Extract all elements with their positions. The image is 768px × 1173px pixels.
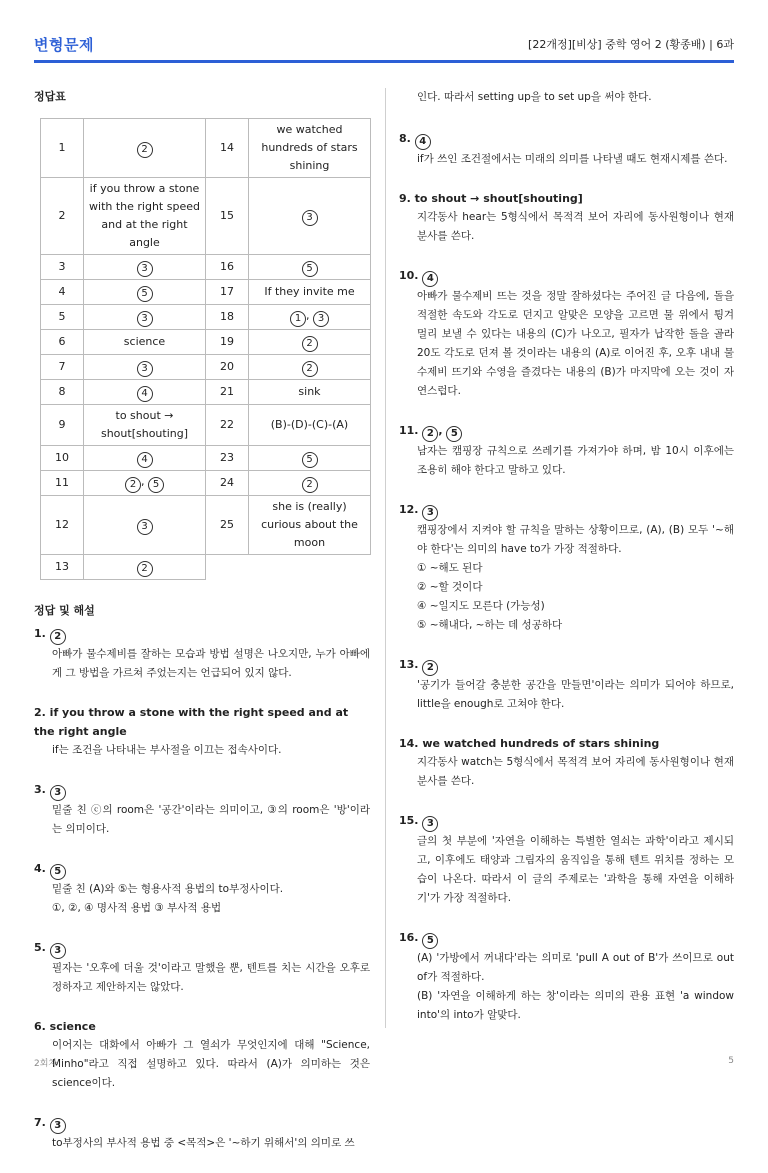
circled-answer (50, 627, 66, 640)
explanation-item (34, 624, 370, 683)
question-number: 19 (206, 330, 249, 355)
explanation-line: 아빠가 물수제비를 잘하는 모습과 방법 설명은 나오지만, 누가 아빠에게 그 방법을 가르쳐 주었는지는 언급되어 있지 않다. (52, 648, 370, 679)
circled-number: 3 (422, 505, 438, 521)
answer-cell (249, 471, 371, 496)
explanation-item (399, 734, 734, 791)
explanation-text (399, 676, 734, 714)
explanation-answer: 2. if you throw a stone with the right speed and at the right angle (34, 706, 349, 738)
circled-answer (137, 559, 153, 572)
table-row (41, 380, 371, 405)
circled-number: 5 (302, 452, 318, 468)
explanation-answer: 15. 3 (399, 811, 734, 832)
circled-number: 4 (422, 271, 438, 287)
answer-cell (84, 446, 206, 471)
table-row (41, 330, 371, 355)
answer-cell: to shout → shout[shouting] (84, 405, 206, 446)
question-number: 4 (41, 280, 84, 305)
explanation-item (399, 266, 734, 401)
circled-number: 5 (137, 286, 153, 302)
circled-answer (422, 814, 438, 827)
right-explanations (399, 129, 734, 1025)
explanation-answer: 5. 3 (34, 938, 370, 959)
question-number: 11 (41, 471, 84, 496)
table-row (41, 280, 371, 305)
answer-cell (84, 471, 206, 496)
table-row (41, 305, 371, 330)
header-meta: [22개정][비상] 중학 영어 2 (황종배) | 6과 (528, 38, 734, 51)
question-number: 6 (41, 330, 84, 355)
answer-cell: if you throw a stone with the right speed and at the right angle (84, 178, 206, 255)
explanation-text (399, 208, 734, 246)
explanation-line: 이어지는 대화에서 아빠가 그 열쇠가 무엇인지에 대해 "Science, Minho"라고 직접 설명하고 있다. 따라서 (A)가 의미하는 것은 science이다. (52, 1039, 370, 1089)
circled-answer (137, 284, 153, 297)
answer-cell (249, 178, 371, 255)
explanation-item (399, 129, 734, 169)
circled-answer (137, 309, 153, 322)
circled-number: 2 (137, 561, 153, 577)
explanation-line: if는 조건을 나타내는 부사절을 이끄는 접속사이다. (52, 744, 282, 756)
page-header (34, 30, 734, 60)
explanation-line: ①, ②, ④ 명사적 용법 ③ 부사적 용법 (52, 902, 222, 914)
explanation-item (34, 859, 370, 918)
question-number: 14 (206, 119, 249, 178)
explanation-line: ① ~해도 된다 (417, 562, 483, 574)
answer-cell: science (84, 330, 206, 355)
continuation-text: 인다. 따라서 setting up을 to set up을 써야 한다. (417, 91, 652, 103)
footer-session: 2회차 (34, 1059, 58, 1069)
circled-number: 1 (290, 311, 306, 327)
circled-number: 4 (415, 134, 431, 150)
explanation-item (399, 811, 734, 908)
explanation-answer: 16. 5 (399, 928, 734, 949)
answer-cell (84, 255, 206, 280)
answer-cell: (B)-(D)-(C)-(A) (249, 405, 371, 446)
answer-cell (84, 496, 206, 555)
circled-number: 5 (422, 933, 438, 949)
explanation-line: 지각동사 watch는 5형식에서 목적격 보어 자리에 동사원형이나 현재분사를 쓴다. (417, 756, 734, 787)
circled-answer (302, 208, 318, 221)
question-number: 2 (41, 178, 84, 255)
explanation-line: ⑤ ~해내다, ~하는 데 성공하다 (417, 619, 563, 631)
question-number: 7 (41, 355, 84, 380)
question-number: 5 (41, 305, 84, 330)
explanation-answer: 8. 4 (399, 129, 734, 150)
answer-cell (84, 380, 206, 405)
table-row (41, 555, 371, 580)
explanation-item (34, 780, 370, 839)
question-number: 1 (41, 119, 84, 178)
explanation-line: 캠핑장에서 지켜야 할 규칙을 말하는 상황이므로, (A), (B) 모두 '~해야 한다'는 의미의 have to가 가장 적절하다. (417, 524, 734, 555)
explanation-line: 지각동사 hear는 5형식에서 목적격 보어 자리에 동사원형이나 현재분사를 쓴다. (417, 211, 734, 242)
explanation-item (34, 1017, 370, 1093)
circled-number: 2 (302, 336, 318, 352)
explanation-line: (B) '자연을 이해하게 하는 창'이라는 의미의 관용 표현 'a window into'의 into가 알맞다. (417, 990, 734, 1021)
circled-number: 3 (137, 311, 153, 327)
explanation-item (34, 938, 370, 997)
table-row (41, 446, 371, 471)
explanation-text (34, 1036, 370, 1093)
question-number: 22 (206, 405, 249, 446)
answer-cell (249, 305, 371, 330)
circled-answer (302, 334, 318, 347)
circled-answer (422, 269, 438, 282)
right-column (399, 88, 734, 1045)
circled-number: 3 (50, 785, 66, 801)
explanation-line: (A) '가방에서 꺼내다'라는 의미로 'pull A out of B'가 쓰이므로 out of가 적절하다. (417, 952, 734, 983)
question-number: 17 (206, 280, 249, 305)
answer-cell (84, 119, 206, 178)
circled-number: 4 (137, 386, 153, 402)
explanation-text (399, 832, 734, 908)
circled-number: 2 (302, 361, 318, 377)
explanation-answer: 14. we watched hundreds of stars shining (399, 737, 660, 750)
circled-answer (302, 359, 318, 372)
circled-answer (422, 931, 438, 944)
question-number: 15 (206, 178, 249, 255)
explanation-text (34, 741, 370, 760)
explanation-answer: 10. 4 (399, 266, 734, 287)
question-number: 24 (206, 471, 249, 496)
answer-cell (249, 446, 371, 471)
explanation-line: ④ ~일지도 모른다 (가능성) (417, 600, 545, 612)
circled-answer: 2 , 5 (422, 424, 462, 437)
explanation-line: 밑줄 친 ⓒ의 room은 '공간'이라는 의미이고, ③의 room은 '방'이라는 의미이다. (52, 804, 370, 835)
answer-table (40, 118, 371, 580)
circled-answer (50, 941, 66, 954)
circled-number: 5 (50, 864, 66, 880)
circled-number: 5 (446, 426, 462, 442)
table-row (41, 471, 371, 496)
circled-number: 2 (302, 477, 318, 493)
brand-title: 변형문제 (34, 36, 94, 54)
explanation-line: ② ~할 것이다 (417, 581, 483, 593)
circled-number: 2 (50, 629, 66, 645)
question-number: 20 (206, 355, 249, 380)
circled-answer: 2 , 5 (125, 475, 164, 488)
question-number: 18 (206, 305, 249, 330)
explanation-answer: 1. 2 (34, 624, 370, 645)
explanation-answer: 13. 2 (399, 655, 734, 676)
circled-number: 3 (137, 361, 153, 377)
circled-number: 4 (137, 452, 153, 468)
question-number: 10 (41, 446, 84, 471)
explanation-text (399, 287, 734, 401)
answer-cell: we watched hundreds of stars shining (249, 119, 371, 178)
explanation-line: 필자는 '오후에 더울 것'이라고 말했을 뿐, 텐트를 치는 시간을 오후로 정하자고 제안하지는 않았다. (52, 962, 370, 993)
circled-answer (137, 359, 153, 372)
explanation-answer: 6. science (34, 1020, 96, 1033)
circled-answer (302, 259, 318, 272)
explanation-item (34, 1113, 370, 1153)
explanation-item (34, 703, 370, 760)
left-column (34, 88, 370, 1173)
explanation-answer: 3. 3 (34, 780, 370, 801)
table-row (41, 119, 371, 178)
left-explanations (34, 624, 370, 1153)
question-number: 23 (206, 446, 249, 471)
answer-cell (249, 355, 371, 380)
explanation-text (34, 1134, 370, 1153)
explanation-item (399, 655, 734, 714)
explanation-line: 글의 첫 부분에 '자연을 이해하는 특별한 열쇠는 과학'이라고 제시되고, 이후에도 태양과 그림자의 움직임을 통해 텐트 위치를 정하는 모습이 나온다. 따라서 이 글의 주제로는 '과학을 통해 자연을 이해하기'가 가장 적절하다. (417, 835, 734, 904)
circled-answer (422, 503, 438, 516)
explanation-answer: 11. 2 , 5 (399, 421, 734, 442)
circled-number: 2 (422, 660, 438, 676)
circled-number: 5 (148, 477, 164, 493)
explanation-answer: 4. 5 (34, 859, 370, 880)
circled-answer (137, 450, 153, 463)
explanation-text (399, 442, 734, 480)
answer-cell (84, 355, 206, 380)
circled-answer (302, 475, 318, 488)
answer-cell: If they invite me (249, 280, 371, 305)
explanations-title: 정답 및 해설 (34, 604, 95, 617)
circled-number: 3 (422, 816, 438, 832)
explanation-answer: 12. 3 (399, 500, 734, 521)
explanation-text (399, 521, 734, 635)
circled-number: 2 (137, 142, 153, 158)
empty-cell (206, 555, 249, 580)
answer-cell (249, 330, 371, 355)
circled-answer (50, 1116, 66, 1129)
circled-number: 2 (422, 426, 438, 442)
explanation-line: 아빠가 물수제비 뜨는 것을 정말 잘하셨다는 주어진 글 다음에, 돌을 적절한 속도와 각도로 던지고 알맞은 모양을 고르면 물 위에서 튕겨 멀리 보낼 수 있다는 내용의 (C)가 나오고, 필자가 납작한 돌을 골라 20도 각도로 던져 볼 것이라는 내용의 (A)로 이어진 후, 오후 내내 물수제비 뜨기와 수영을 즐겼다는 내용의 (B)가 마지막에 오는 것이 자연스럽다. (417, 290, 734, 397)
empty-cell (249, 555, 371, 580)
table-row (41, 496, 371, 555)
circled-answer (137, 259, 153, 272)
circled-answer (50, 783, 66, 796)
explanation-item (399, 421, 734, 480)
explanation-line: 밑줄 친 (A)와 ⑤는 형용사적 용법의 to부정사이다. (52, 883, 284, 895)
explanation-item (399, 189, 734, 246)
circled-answer (137, 384, 153, 397)
explanation-text (34, 645, 370, 683)
circled-answer: 1 , 3 (290, 309, 329, 322)
answer-cell (84, 280, 206, 305)
table-row (41, 355, 371, 380)
explanation-line: '공기가 들어갈 충분한 공간을 만들면'이라는 의미가 되어야 하므로, little을 enough로 고쳐야 한다. (417, 679, 734, 710)
question-number: 25 (206, 496, 249, 555)
answer-cell: she is (really) curious about the moon (249, 496, 371, 555)
circled-number: 3 (50, 943, 66, 959)
circled-answer (137, 140, 153, 153)
explanation-line: if가 쓰인 조건절에서는 미래의 의미를 나타낼 때도 현재시제를 쓴다. (417, 153, 728, 165)
column-divider (385, 88, 386, 1028)
question-number: 3 (41, 255, 84, 280)
explanation-line: to부정사의 부사적 용법 중 <목적>은 '~하기 위해서'의 의미로 쓰 (52, 1137, 355, 1149)
circled-answer (422, 658, 438, 671)
circled-answer (302, 450, 318, 463)
answer-table-title: 정답표 (34, 90, 66, 103)
circled-answer (50, 862, 66, 875)
circled-number: 5 (302, 261, 318, 277)
explanation-text (399, 753, 734, 791)
explanation-text (34, 801, 370, 839)
explanation-item (399, 928, 734, 1025)
circled-answer (137, 517, 153, 530)
explanation-answer: 9. to shout → shout[shouting] (399, 192, 583, 205)
explanation-text (399, 150, 734, 169)
question-number: 8 (41, 380, 84, 405)
answer-cell (249, 255, 371, 280)
question-number: 12 (41, 496, 84, 555)
explanation-text (34, 959, 370, 997)
circled-answer (415, 132, 431, 145)
table-row (41, 255, 371, 280)
question-number: 16 (206, 255, 249, 280)
explanation-answer: 7. 3 (34, 1113, 370, 1134)
table-row (41, 405, 371, 446)
table-row (41, 178, 371, 255)
circled-number: 3 (137, 261, 153, 277)
explanation-text (34, 880, 370, 918)
answer-cell: sink (249, 380, 371, 405)
explanation-text (399, 949, 734, 1025)
footer-page-number: 5 (728, 1056, 734, 1066)
question-number: 21 (206, 380, 249, 405)
circled-number: 3 (302, 210, 318, 226)
explanation-item (399, 500, 734, 635)
question-number: 13 (41, 555, 84, 580)
question-number: 9 (41, 405, 84, 446)
circled-number: 3 (50, 1118, 66, 1134)
circled-number: 3 (313, 311, 329, 327)
header-rule (34, 60, 734, 63)
explanation-line: 남자는 캠핑장 규칙으로 쓰레기를 가져가야 하며, 밤 10시 이후에는 조용히 해야 한다고 말하고 있다. (417, 445, 734, 476)
circled-number: 2 (125, 477, 141, 493)
answer-cell (84, 305, 206, 330)
answer-cell (84, 555, 206, 580)
circled-number: 3 (137, 519, 153, 535)
